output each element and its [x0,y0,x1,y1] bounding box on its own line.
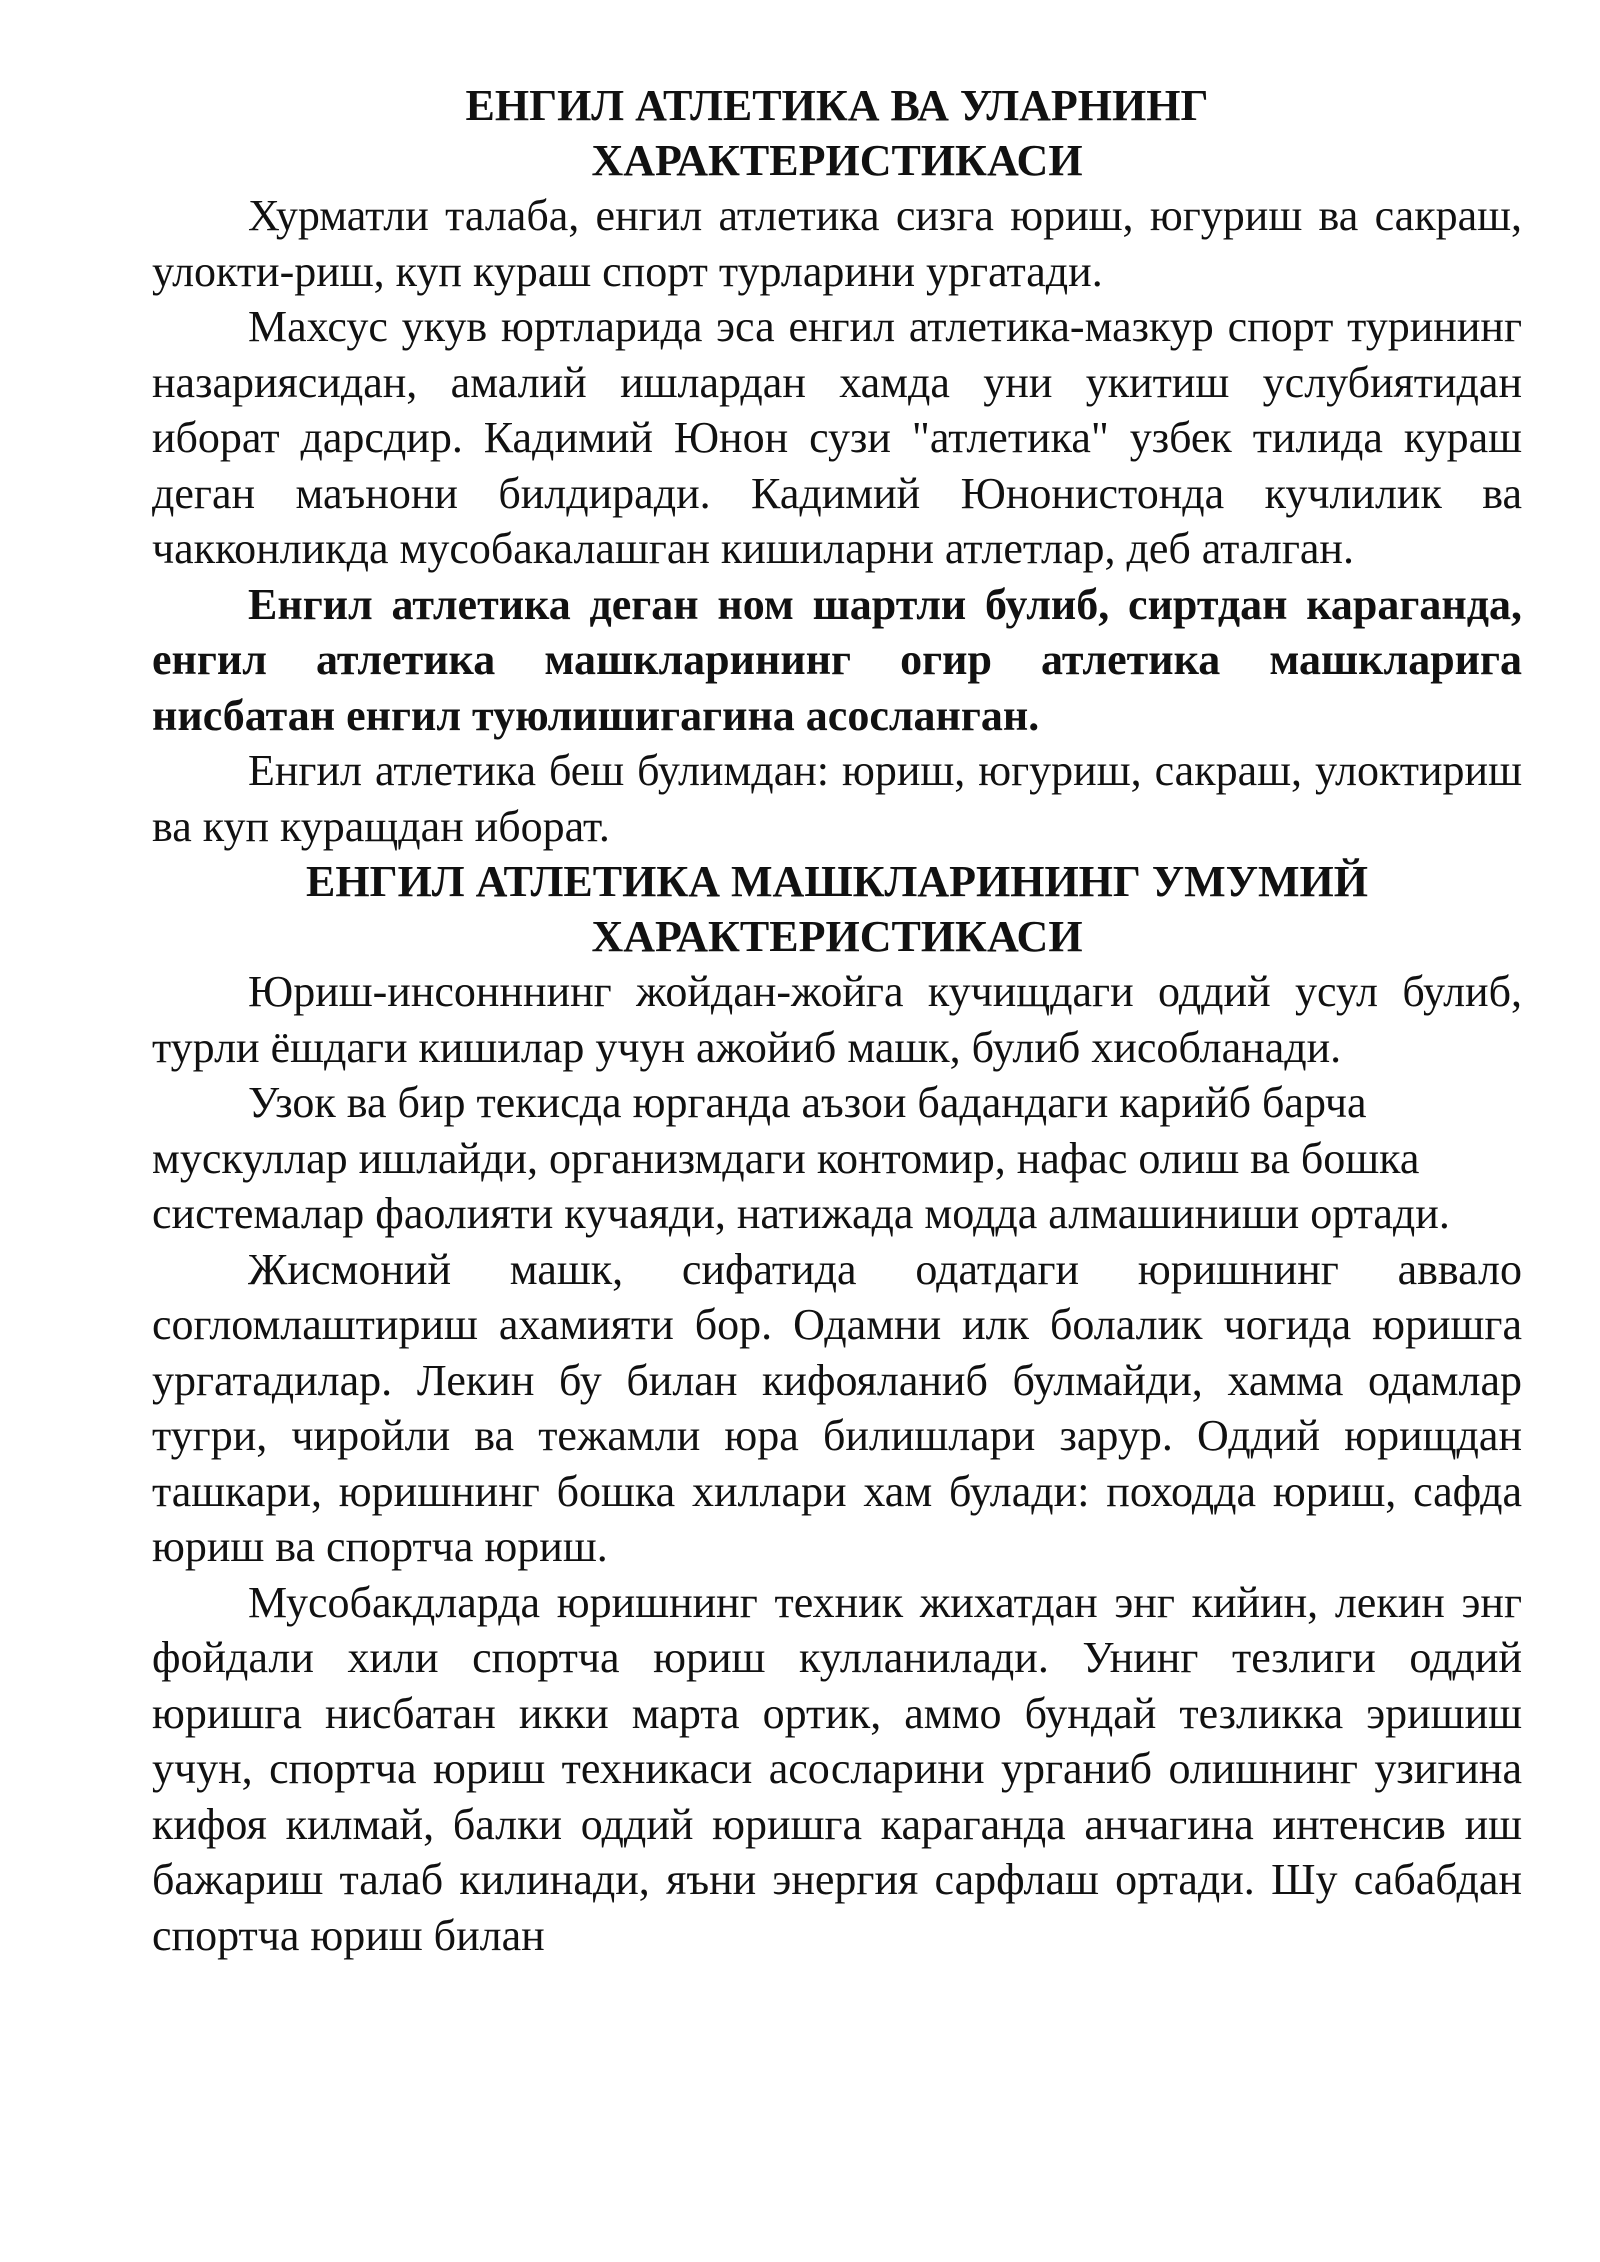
paragraph-definition: Махсус укув юртларида эса енгил атлетика-мазкур спорт турининг назариясидан, амалий ишлардан хамда уни укитиш услубиятидан иборат дарсдир. Кадимий Юнон сузи "атлетика" узбек тилида кураш деган маънони билдиради. Кадимий Юнонистонда кучлилик ва чакконликда мусобакалашган кишиларни атлетлар, деб аталган. [152,302,1522,573]
paragraph-muscles: Узок ва бир текисда юрганда аъзои бадандаги карийб барча мускуллар ишлайди, организмдаги контомир, нафас олиш ва бошка системалар фаолияти кучаяди, натижада модда алмашиниши ортади. [152,1078,1450,1238]
paragraph-walking: Юриш-инсонннинг жойдан-жойга кучищдаги оддий усул булиб, турли ёшдаги кишилар учун ажойиб машк, булиб хисобланади. [152,967,1522,1072]
heading-line: ХАРАКТЕРИСТИКАСИ [591,912,1083,961]
heading-line: ЕНГИЛ АТЛЕТИКА ВА УЛАРНИНГ [465,81,1209,130]
paragraph-intro: Хурматли талаба, енгил атлетика сизга юриш, югуриш ва сакраш, улокти-риш, куп кураш спорт турларини ургатади. [152,191,1522,296]
paragraph-race-walking: Мусобакдларда юришнинг техник жихатдан энг кийин, лекин энг фойдали хили спортча юриш кулланилади. Унинг тезлиги оддий юришга нисбатан икки марта ортик, аммо бундай тезликка эришиш учун, спортча юриш техникаси асосларини урганиб олишнинг узигина кифоя килмай, балки оддий юришга караганда анчагина интенсив иш бажариш талаб килинади, яъни энергия сарфлаш ортади. Шу сабабдан спортча юриш билан [152,1577,1522,1960]
heading-line: ХАРАКТЕРИСТИКАСИ [591,136,1083,185]
paragraph-sections: Енгил атлетика беш булимдан: юриш, югуриш, сакраш, улоктириш ва куп куращдан иборат. [152,746,1522,851]
section-heading-exercises [152,854,1522,964]
section-heading-athletics [152,78,1522,188]
heading-line: ЕНГИЛ АТЛЕТИКА МАШКЛАРИНИНГ УМУМИЙ [306,857,1368,906]
paragraph-name-origin: Енгил атлетика деган ном шартли булиб, сиртдан караганда, енгил атлетика машкларининг огир атлетика машкларига нисбатан енгил туюлишигагина асосланган. [152,579,1522,740]
document-page [152,78,1522,1963]
paragraph-physical-exercise: Жисмоний машк, сифатида одатдаги юришнинг аввало согломлаштириш ахамияти бор. Одамни илк болалик чогида юришга ургатадилар. Лекин бу билан кифояланиб булмайди, хамма одамлар тугри, чиройли ва тежамли юра билишлари зарур. Оддий юрищдан ташкари, юришнинг бошка хиллари хам булади: походда юриш, сафда юриш ва спортча юриш. [152,1244,1522,1571]
